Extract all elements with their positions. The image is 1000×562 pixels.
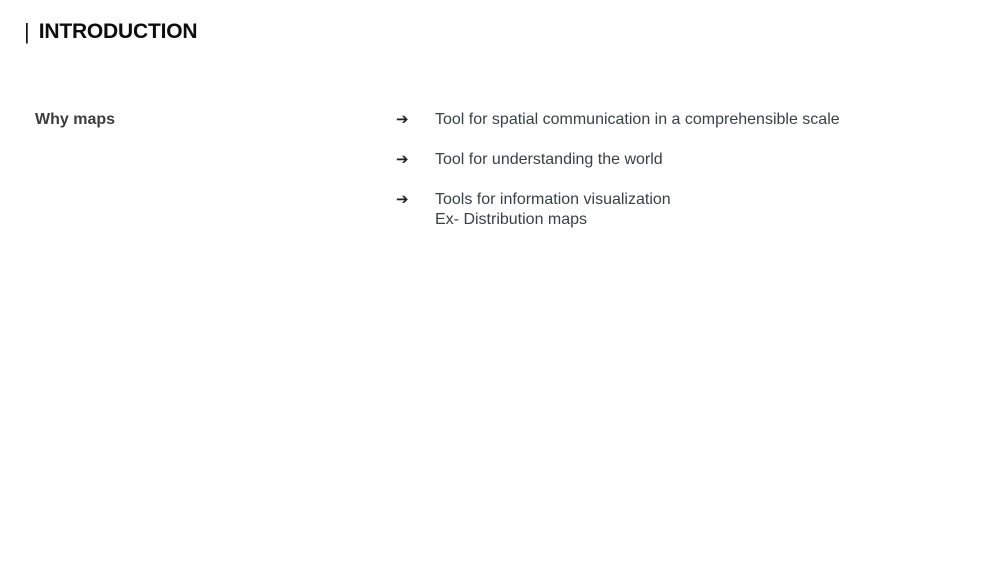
bullet-text: Tool for spatial communication in a comprehensible scale — [435, 111, 840, 128]
section-label: Why maps — [35, 111, 116, 128]
list-item — [396, 110, 840, 130]
arrow-right-icon: ➔ — [396, 151, 409, 168]
bullet-text: Tools for information visualization — [435, 191, 671, 208]
bullet-text-block — [435, 150, 840, 170]
bullet-subtext: Ex- Distribution maps — [435, 211, 588, 228]
slide-title-row — [24, 20, 197, 43]
bullet-list — [396, 110, 840, 250]
arrow-right-icon: ➔ — [396, 111, 409, 128]
page-title: INTRODUCTION — [38, 20, 198, 43]
arrow-right-icon: ➔ — [396, 191, 409, 208]
list-item — [396, 190, 840, 230]
bullet-text: Tool for understanding the world — [435, 151, 663, 168]
bullet-text-block — [435, 190, 840, 230]
bullet-text-block — [435, 110, 840, 130]
title-bar-glyph: | — [24, 18, 30, 44]
list-item — [396, 150, 840, 170]
